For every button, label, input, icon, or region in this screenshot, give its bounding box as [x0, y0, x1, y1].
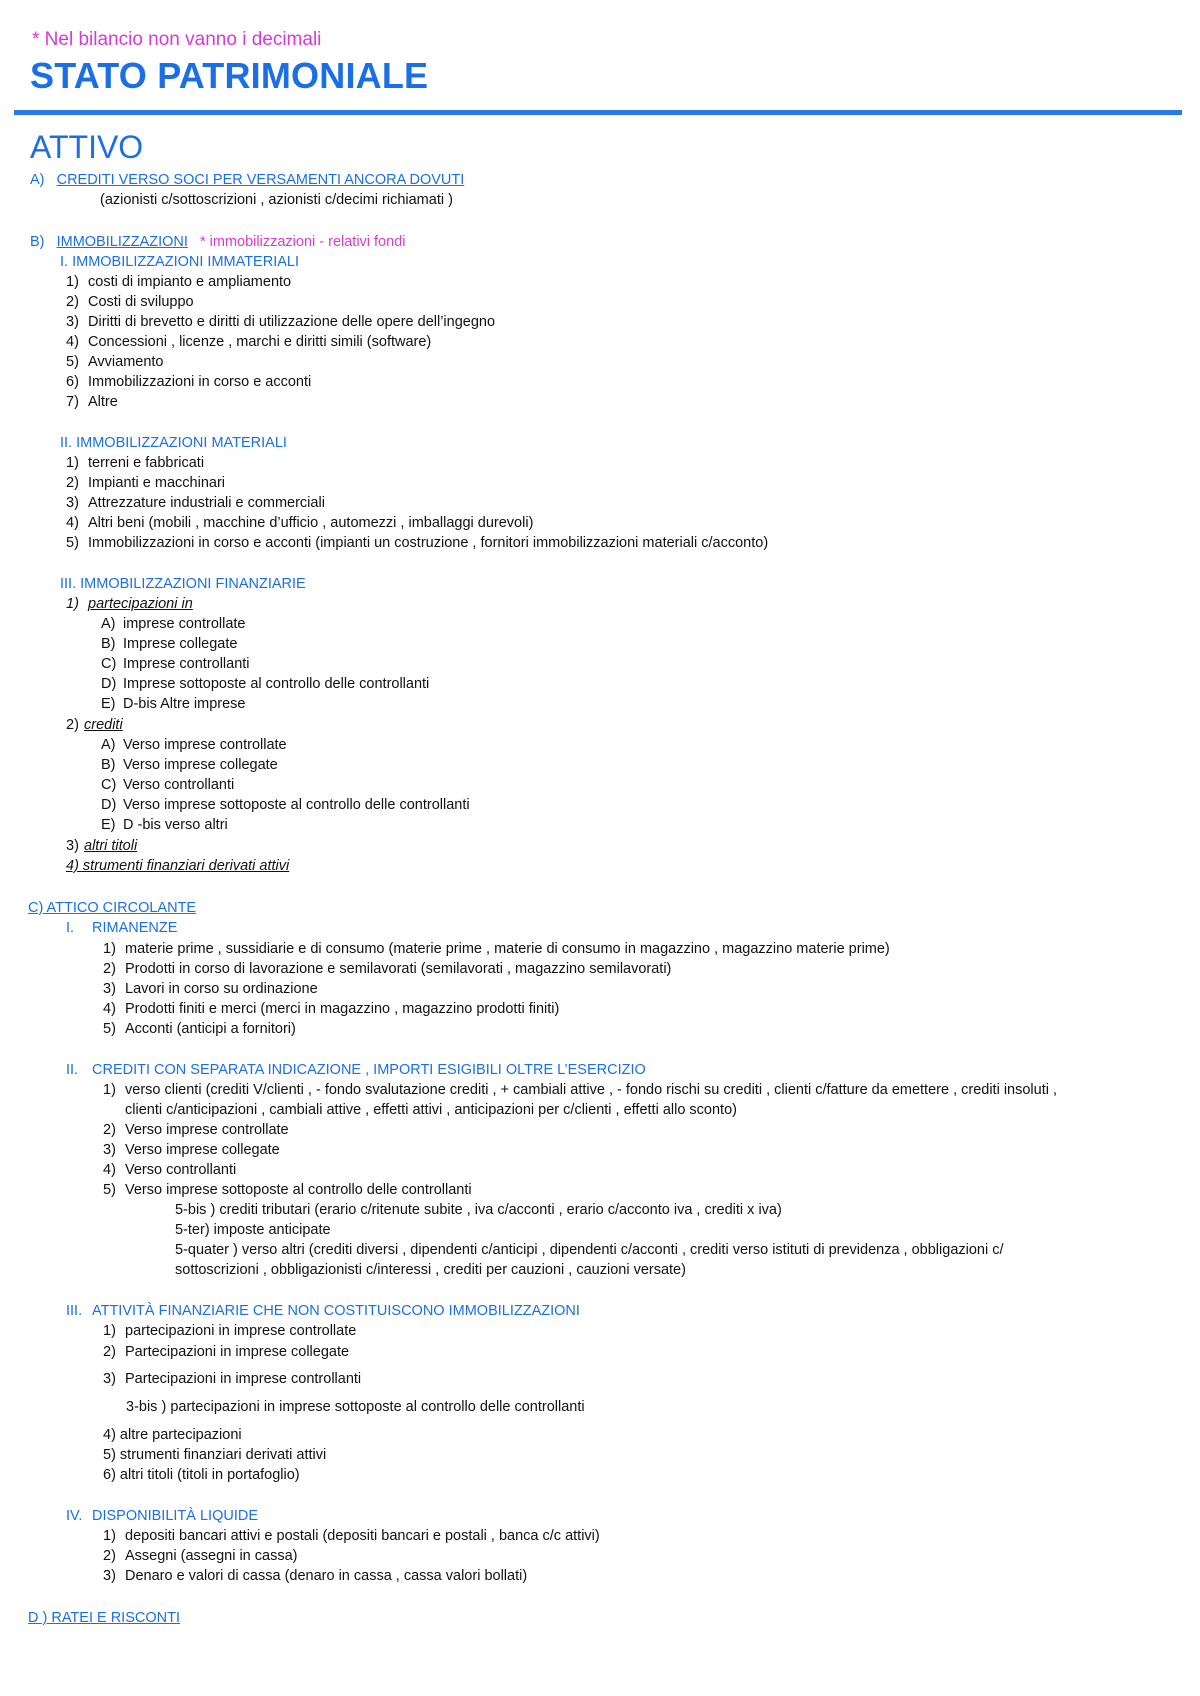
list-item: 5) Immobilizzazioni in corso e acconti (impianti un costruzione , fornitori immobilizzazioni materiali c/acconto) [66, 535, 769, 551]
list-item: 3) Verso imprese collegate [103, 1142, 280, 1158]
page-title: STATO PATRIMONIALE [30, 55, 429, 96]
list-item: 1) partecipazioni in imprese controllate [103, 1323, 357, 1339]
sub-item-continuation: sottoscrizioni , obbligazionisti c/interessi , crediti per cauzioni , cauzioni versate) [175, 1262, 686, 1278]
section-c-heading: C) ATTICO CIRCOLANTE [28, 900, 197, 916]
section-a-title: CREDITI VERSO SOCI PER VERSAMENTI ANCORA DOVUTI [56, 172, 465, 188]
list-item: E) D-bis Altre imprese [101, 696, 246, 712]
partecipazioni-heading: 1) partecipazioni in [66, 596, 193, 612]
section-b-note: * immobilizzazioni - relativi fondi [200, 234, 406, 250]
list-item-continuation: clienti c/anticipazioni , cambiali attive , effetti attivi , anticipazioni per c/clienti , effetti allo sconto) [125, 1102, 737, 1118]
list-item: B) Verso imprese collegate [101, 757, 278, 773]
list-item: 6) Immobilizzazioni in corso e acconti [66, 374, 312, 390]
list-item: C) Imprese controllanti [101, 656, 250, 672]
list-item: 3) Denaro e valori di cassa (denaro in cassa , cassa valori bollati) [103, 1568, 528, 1584]
list-item: 2) Assegni (assegni in cassa) [103, 1548, 298, 1564]
section-b-letter: B) [30, 234, 45, 250]
title-divider [14, 110, 1182, 115]
altri-titoli-item: 3) altri titoli [66, 838, 138, 854]
section-title-attivo: ATTIVO [30, 129, 144, 165]
list-item: 2) Impianti e macchinari [66, 475, 225, 491]
list-item: 3) Attrezzature industriali e commerciali [66, 495, 325, 511]
list-item: 4) Verso controllanti [103, 1162, 237, 1178]
decimals-note: * Nel bilancio non vanno i decimali [32, 29, 322, 50]
sub-item: 3-bis ) partecipazioni in imprese sottoposte al controllo delle controllanti [126, 1399, 585, 1415]
list-item: D) Verso imprese sottoposte al controllo delle controllanti [101, 797, 470, 813]
list-item: 2) Costi di sviluppo [66, 294, 194, 310]
strumenti-item: 4) strumenti finanziari derivati attivi [66, 858, 290, 874]
section-b-title: IMMOBILIZZAZIONI [56, 234, 188, 250]
immateriali-heading: I. IMMOBILIZZAZIONI IMMATERIALI [60, 254, 299, 270]
list-item: 2) Prodotti in corso di lavorazione e semilavorati (semilavorati , magazzino semilavorati) [103, 961, 672, 977]
list-item: 5) Avviamento [66, 354, 164, 370]
crediti-fin-heading: 2) crediti [66, 717, 123, 733]
list-item: 4) altre partecipazioni [103, 1427, 242, 1443]
list-item: 4) Prodotti finiti e merci (merci in magazzino , magazzino prodotti finiti) [103, 1001, 560, 1017]
list-item: 7) Altre [66, 394, 118, 410]
list-item: 1) terreni e fabbricati [66, 455, 205, 471]
section-a-letter: A) [30, 172, 45, 188]
list-item: 5) Acconti (anticipi a fornitori) [103, 1021, 296, 1037]
list-item: 5) strumenti finanziari derivati attivi [103, 1447, 327, 1463]
list-item: 3) Lavori in corso su ordinazione [103, 981, 318, 997]
list-item: 1) materie prime , sussidiarie e di consumo (materie prime , materie di consumo in magazzino , magazzino materie prime) [103, 941, 890, 957]
crediti-heading: II. CREDITI CON SEPARATA INDICAZIONE , IMPORTI ESIGIBILI OLTRE L’ESERCIZIO [66, 1062, 646, 1078]
list-item: A) Verso imprese controllate [101, 737, 287, 753]
list-item: 6) altri titoli (titoli in portafoglio) [103, 1467, 300, 1483]
list-item: 1) costi di impianto e ampliamento [66, 274, 292, 290]
section-b-heading [30, 233, 406, 251]
section-d-heading: D ) RATEI E RISCONTI [28, 1610, 180, 1626]
list-item: 3) Diritti di brevetto e diritti di utilizzazione delle opere dell’ingegno [66, 314, 496, 330]
list-item: 1) depositi bancari attivi e postali (depositi bancari e postali , banca c/c attivi) [103, 1528, 600, 1544]
list-item: 4) Concessioni , licenze , marchi e diritti simili (software) [66, 334, 432, 350]
finanziarie-heading: III. IMMOBILIZZAZIONI FINANZIARIE [60, 576, 306, 592]
list-item: 2) Verso imprese controllate [103, 1122, 289, 1138]
list-item: D) Imprese sottoposte al controllo delle controllanti [101, 676, 430, 692]
section-a-detail: (azionisti c/sottoscrizioni , azionisti c/decimi richiamati ) [100, 192, 453, 208]
section-a-heading [30, 171, 464, 189]
list-item: 3) Partecipazioni in imprese controllanti [103, 1371, 362, 1387]
sub-item: 5-ter) imposte anticipate [175, 1222, 331, 1238]
list-item: 2) Partecipazioni in imprese collegate [103, 1344, 350, 1360]
disponibilita-heading: IV. DISPONIBILITÀ LIQUIDE [66, 1508, 258, 1524]
attivita-heading: III. ATTIVITÀ FINANZIARIE CHE NON COSTITUISCONO IMMOBILIZZAZIONI [66, 1303, 580, 1319]
list-item: 4) Altri beni (mobili , macchine d’ufficio , automezzi , imballaggi durevoli) [66, 515, 534, 531]
rimanenze-heading: I. RIMANENZE [66, 920, 178, 936]
sub-item: 5-quater ) verso altri (crediti diversi , dipendenti c/anticipi , dipendenti c/acconti , crediti verso istituti di previdenza , obbligazioni c/ [175, 1242, 1004, 1258]
list-item: B) Imprese collegate [101, 636, 238, 652]
sub-item: 5-bis ) crediti tributari (erario c/ritenute subite , iva c/acconti , erario c/acconto iva , crediti x iva) [175, 1202, 782, 1218]
list-item: 1) verso clienti (crediti V/clienti , - fondo svalutazione crediti , + cambiali attive , - fondo rischi su crediti , clienti c/fatture da emettere , crediti insoluti , [103, 1082, 1058, 1098]
list-item: C) Verso controllanti [101, 777, 235, 793]
list-item: 5) Verso imprese sottoposte al controllo delle controllanti [103, 1182, 472, 1198]
list-item: A) imprese controllate [101, 616, 246, 632]
list-item: E) D -bis verso altri [101, 817, 228, 833]
materiali-heading: II. IMMOBILIZZAZIONI MATERIALI [60, 435, 287, 451]
